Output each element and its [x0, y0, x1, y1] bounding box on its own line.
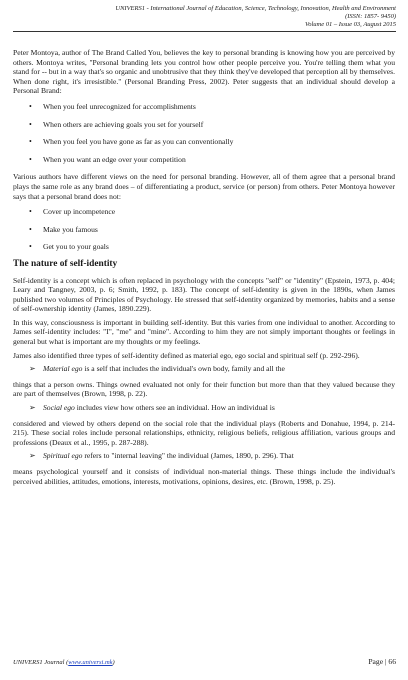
list-item: • When you feel unrecognized for accomplishments: [13, 102, 395, 112]
journal-website-link[interactable]: www.universi.mk: [68, 659, 113, 666]
ego-term: Spiritual ego: [43, 451, 83, 461]
ego-continuation: considered and viewed by others depend on the social role that the individual plays (Roberts and Donahue, 1994, p. 214-215). These social roles include personal relationships, ethnicity, religious beliefs, religious affiliation, various groups and professions (Deaux et al., 1995, p. 287-288).: [13, 418, 395, 447]
main-content: [13, 48, 395, 490]
brand-does-not-list: [13, 207, 395, 252]
list-item: • When others are achieving goals you set for yourself: [13, 120, 395, 130]
footer-paren: ): [112, 659, 115, 666]
ego-continuation: things that a person owns. Things owned evaluated not only for their function but more than that they valued because they are part of themselves (Brown, 1998, p. 22).: [13, 379, 395, 399]
brand-reasons-list: [13, 102, 395, 164]
list-item: • When you feel you have gone as far as you can conventionally: [13, 137, 395, 147]
paragraph-consciousness: In this way, consciousness is important in building self-identity. But this varies from one individual to another. According to James self-identity includes: "I", "me" and "mine". According to him they are not simply important thoughts or feelings in general but what is important are my thoughts or my feelings.: [13, 317, 395, 347]
arrow-bullet-icon: ➢: [29, 364, 36, 374]
list-item: • Make you famous: [13, 225, 395, 235]
list-item: • When you want an edge over your competition: [13, 155, 395, 165]
paragraph-self-identity: Self-identity is a concept which is often replaced in psychology with the concepts "self" or "identity" (Epstein, 1973, p. 404; Leary and Tangney, 2003, p. 6; Smith, 1992, p. 183). The concept of self-identity is given in the 1890s, when James published two volumes of Principles of Psychology. He stressed that self-identity organized by memories, habits and a sense of self-ownership identity (James, 1890.229).: [13, 275, 395, 314]
footer-journal: [13, 659, 115, 666]
page-number: Page | 66: [368, 657, 396, 666]
social-ego-item: [13, 403, 395, 413]
footer-journal-name: UNIVERS1 Journal (: [13, 659, 69, 666]
list-item: • Cover up incompetence: [13, 207, 395, 217]
issn: (ISSN: 1857- 9450): [345, 13, 396, 20]
ego-lead: includes view how others see an individual. How an individual is: [74, 403, 275, 413]
header-rule: [13, 31, 396, 32]
ego-term: Material ego: [43, 364, 83, 374]
paragraph-ego-types: James also identified three types of self-identity defined as material ego, ego social and spiritual self (p. 292-296).: [13, 350, 360, 360]
section-heading: The nature of self-identity: [13, 258, 118, 269]
volume-issue: Volume 01 – Issue 03, August 2015: [304, 21, 396, 28]
paragraph-montoya: Peter Montoya, author of The Brand Called You, believes the key to personal branding is knowing how you are perceived by others. Montoya writes, "Personal branding lets you control how other people perceive you. You're telling them what you stand for -- but in a way that's so organic and unobtrusive that they think they've developed that perception all by themselves. When done right, it's irresistible." (Personal Branding Press, 2002). Peter suggests that an individual should develop a Personal Brand:: [13, 48, 395, 96]
ego-continuation: means psychological yourself and it consists of individual non-material things. These things include the individual's perceived abilities, attitudes, emotions, interests, motivations, opinions, desires, etc. (Brown, 1998, p. 25).: [13, 467, 395, 486]
material-ego-item: [13, 364, 395, 374]
ego-lead: is a self that includes the individual's own body, family and all the: [82, 364, 285, 374]
list-item: • Get you to your goals: [13, 242, 395, 252]
arrow-bullet-icon: ➢: [29, 403, 36, 413]
spiritual-ego-item: [13, 451, 395, 461]
paragraph-views: Various authors have different views on the need for personal branding. However, all of them agree that a personal brand plays the same role as any brand does – of differentiating a product, service (or person) from others. Peter Montoya however says that a personal brand does not:: [13, 172, 395, 201]
ego-lead: refers to "internal leaving" the individual (James, 1890, p. 296). That: [82, 451, 294, 461]
arrow-bullet-icon: ➢: [29, 451, 36, 461]
journal-title: UNIVERS1 - International Journal of Education, Science, Technology, Innovation, Health and Environment: [115, 5, 396, 12]
ego-term: Social ego: [43, 403, 75, 413]
